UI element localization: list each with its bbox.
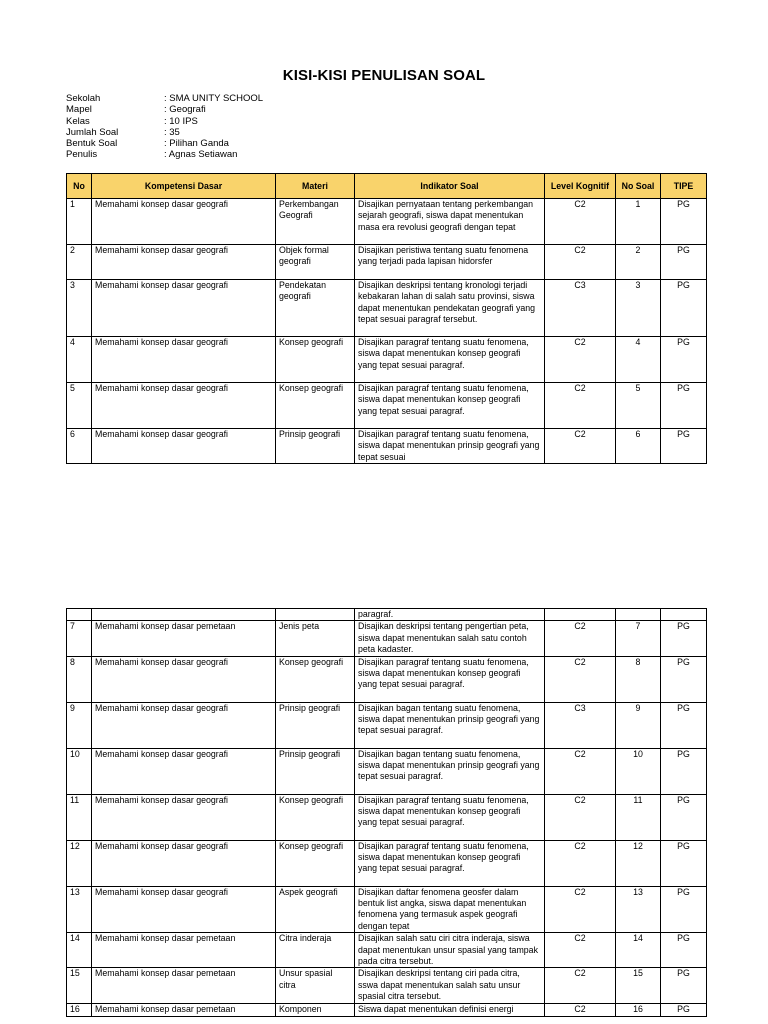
no-soal-cell: 12 xyxy=(616,840,661,886)
kompetensi-dasar-cell: Memahami konsep dasar pemetaan xyxy=(92,933,276,968)
level-kognitif-cell: C2 xyxy=(545,621,616,656)
table-row xyxy=(67,968,707,1003)
indikator-soal-cell: Disajikan paragraf tentang suatu fenomena, siswa dapat menentukan konsep geografi yang tepat sesuai paragraf. xyxy=(355,383,545,429)
meta-row-penulis xyxy=(66,149,263,160)
no-soal-cell xyxy=(616,609,661,621)
tipe-cell: PG xyxy=(661,794,707,840)
indikator-soal-cell: Disajikan paragraf tentang suatu fenomena, siswa dapat menentukan konsep geografi yang tepat sesuai paragraf. xyxy=(355,337,545,383)
indikator-soal-cell: Disajikan bagan tentang suatu fenomena, siswa dapat menentukan prinsip geografi yang tepat sesuai paragraf. xyxy=(355,748,545,794)
row-number: 1 xyxy=(67,199,92,245)
materi-cell: Konsep geografi xyxy=(276,656,355,702)
no-soal-cell: 15 xyxy=(616,968,661,1003)
kompetensi-dasar-cell: Memahami konsep dasar geografi xyxy=(92,337,276,383)
meta-value: : Agnas Setiawan xyxy=(164,149,238,161)
kompetensi-dasar-cell: Memahami konsep dasar geografi xyxy=(92,886,276,933)
kompetensi-dasar-cell: Memahami konsep dasar pemetaan xyxy=(92,968,276,1003)
level-kognitif-cell: C2 xyxy=(545,840,616,886)
level-kognitif-cell: C3 xyxy=(545,702,616,748)
no-soal-cell: 8 xyxy=(616,656,661,702)
materi-cell: Konsep geografi xyxy=(276,383,355,429)
level-kognitif-cell: C2 xyxy=(545,794,616,840)
indikator-soal-cell: Disajikan salah satu ciri citra inderaja, siswa dapat menentukan unsur spasial yang tampak pada citra tersebut. xyxy=(355,933,545,968)
no-soal-cell: 2 xyxy=(616,245,661,280)
materi-cell: Jenis peta xyxy=(276,621,355,656)
tipe-cell: PG xyxy=(661,199,707,245)
tipe-cell: PG xyxy=(661,968,707,1003)
meta-label: Penulis xyxy=(66,149,98,161)
kompetensi-dasar-cell: Memahami konsep dasar geografi xyxy=(92,748,276,794)
meta-label: Mapel xyxy=(66,104,92,116)
table-row xyxy=(67,337,707,383)
meta-row-mapel xyxy=(66,104,263,115)
meta-value: : Pilihan Ganda xyxy=(164,138,229,150)
materi-cell: Konsep geografi xyxy=(276,337,355,383)
level-kognitif-cell: C2 xyxy=(545,968,616,1003)
table-row xyxy=(67,383,707,429)
header-level-kognitif: Level Kognitif xyxy=(545,174,616,199)
no-soal-cell: 16 xyxy=(616,1003,661,1016)
row-number xyxy=(67,609,92,621)
meta-row-kelas xyxy=(66,116,263,127)
materi-cell: Prinsip geografi xyxy=(276,429,355,464)
row-number: 4 xyxy=(67,337,92,383)
meta-label: Kelas xyxy=(66,115,90,127)
no-soal-cell: 10 xyxy=(616,748,661,794)
kompetensi-dasar-cell: Memahami konsep dasar pemetaan xyxy=(92,621,276,656)
materi-cell: Prinsip geografi xyxy=(276,702,355,748)
kompetensi-dasar-cell: Memahami konsep dasar geografi xyxy=(92,429,276,464)
no-soal-cell: 3 xyxy=(616,280,661,337)
tipe-cell: PG xyxy=(661,702,707,748)
table-row xyxy=(67,609,707,621)
no-soal-cell: 1 xyxy=(616,199,661,245)
table-row xyxy=(67,656,707,702)
row-number: 7 xyxy=(67,621,92,656)
no-soal-cell: 7 xyxy=(616,621,661,656)
level-kognitif-cell: C2 xyxy=(545,933,616,968)
level-kognitif-cell: C2 xyxy=(545,748,616,794)
materi-cell xyxy=(276,609,355,621)
table-row xyxy=(67,1003,707,1016)
level-kognitif-cell: C3 xyxy=(545,280,616,337)
indikator-soal-cell: Disajikan paragraf tentang suatu fenomena, siswa dapat menentukan konsep geografi yang tepat sesuai paragraf. xyxy=(355,794,545,840)
header-materi: Materi xyxy=(276,174,355,199)
tipe-cell: PG xyxy=(661,337,707,383)
header-kompetensi-dasar: Kompetensi Dasar xyxy=(92,174,276,199)
table-row xyxy=(67,621,707,656)
level-kognitif-cell: C2 xyxy=(545,245,616,280)
kompetensi-dasar-cell: Memahami konsep dasar pemetaan xyxy=(92,1003,276,1016)
row-number: 16 xyxy=(67,1003,92,1016)
indikator-soal-cell: Disajikan daftar fenomena geosfer dalam bentuk list angka, siswa dapat menentukan fenomena yang termasuk aspek geografi dengan tepat xyxy=(355,886,545,933)
no-soal-cell: 4 xyxy=(616,337,661,383)
document-meta xyxy=(66,93,263,161)
materi-cell: Perkembangan Geografi xyxy=(276,199,355,245)
kompetensi-dasar-cell: Memahami konsep dasar geografi xyxy=(92,702,276,748)
indikator-soal-cell: Disajikan peristiwa tentang suatu fenomena yang terjadi pada lapisan hidorsfer xyxy=(355,245,545,280)
table-row xyxy=(67,199,707,245)
row-number: 9 xyxy=(67,702,92,748)
table-row xyxy=(67,245,707,280)
kompetensi-dasar-cell: Memahami konsep dasar geografi xyxy=(92,199,276,245)
level-kognitif-cell: C2 xyxy=(545,886,616,933)
meta-value: : 35 xyxy=(164,126,180,138)
no-soal-cell: 6 xyxy=(616,429,661,464)
meta-label: Bentuk Soal xyxy=(66,138,118,150)
tipe-cell: PG xyxy=(661,429,707,464)
tipe-cell: PG xyxy=(661,840,707,886)
meta-label: Sekolah xyxy=(66,93,101,104)
meta-label: Jumlah Soal xyxy=(66,126,119,138)
indikator-soal-cell: Disajikan deskripsi tentang pengertian peta, siswa dapat menentukan salah satu contoh peta kadaster. xyxy=(355,621,545,656)
materi-cell: Konsep geografi xyxy=(276,840,355,886)
table-header-row xyxy=(67,174,707,199)
table-row xyxy=(67,886,707,933)
kisi-kisi-table-page-1 xyxy=(66,173,707,464)
level-kognitif-cell: C2 xyxy=(545,429,616,464)
tipe-cell: PG xyxy=(661,748,707,794)
table-row xyxy=(67,280,707,337)
level-kognitif-cell: C2 xyxy=(545,337,616,383)
indikator-soal-cell: Disajikan pernyataan tentang perkembangan sejarah geografi, siswa dapat menentukan masa era revolusi geografi dengan tepat xyxy=(355,199,545,245)
indikator-soal-cell: Siswa dapat menentukan definisi energi xyxy=(355,1003,545,1016)
meta-value: : Geografi xyxy=(164,104,206,116)
row-number: 2 xyxy=(67,245,92,280)
table-row xyxy=(67,933,707,968)
materi-cell: Citra inderaja xyxy=(276,933,355,968)
indikator-soal-cell: Disajikan deskripsi tentang ciri pada citra, sswa dapat menentukan salah satu unsur spasial citra tersebut. xyxy=(355,968,545,1003)
tipe-cell: PG xyxy=(661,656,707,702)
indikator-soal-cell: Disajikan deskripsi tentang kronologi terjadi kebakaran lahan di salah satu provinsi, siswa dapat menentukan pendekatan geografi yang tepat sesuai paragraf tersebut. xyxy=(355,280,545,337)
level-kognitif-cell xyxy=(545,609,616,621)
no-soal-cell: 9 xyxy=(616,702,661,748)
table-row xyxy=(67,429,707,464)
level-kognitif-cell: C2 xyxy=(545,199,616,245)
meta-value: : SMA UNITY SCHOOL xyxy=(164,93,264,104)
kisi-kisi-table-page-2 xyxy=(66,608,707,1017)
no-soal-cell: 13 xyxy=(616,886,661,933)
indikator-soal-cell: Disajikan bagan tentang suatu fenomena, siswa dapat menentukan prinsip geografi yang tepat sesuai paragraf. xyxy=(355,702,545,748)
tipe-cell: PG xyxy=(661,280,707,337)
header-no-soal: No Soal xyxy=(616,174,661,199)
materi-cell: Pendekatan geografi xyxy=(276,280,355,337)
tipe-cell: PG xyxy=(661,1003,707,1016)
row-number: 6 xyxy=(67,429,92,464)
indikator-soal-cell: paragraf. xyxy=(355,609,545,621)
row-number: 11 xyxy=(67,794,92,840)
meta-row-bentuk-soal xyxy=(66,138,263,149)
row-number: 10 xyxy=(67,748,92,794)
row-number: 5 xyxy=(67,383,92,429)
tipe-cell: PG xyxy=(661,245,707,280)
row-number: 3 xyxy=(67,280,92,337)
indikator-soal-cell: Disajikan paragraf tentang suatu fenomena, siswa dapat menentukan prinsip geografi yang tepat sesuai xyxy=(355,429,545,464)
kompetensi-dasar-cell: Memahami konsep dasar geografi xyxy=(92,383,276,429)
level-kognitif-cell: C2 xyxy=(545,1003,616,1016)
tipe-cell: PG xyxy=(661,621,707,656)
kompetensi-dasar-cell: Memahami konsep dasar geografi xyxy=(92,794,276,840)
indikator-soal-cell: Disajikan paragraf tentang suatu fenomena, siswa dapat menentukan konsep geografi yang tepat sesuai paragraf. xyxy=(355,656,545,702)
meta-value: : 10 IPS xyxy=(164,115,198,127)
no-soal-cell: 14 xyxy=(616,933,661,968)
table-body xyxy=(67,609,707,1017)
tipe-cell: PG xyxy=(661,383,707,429)
table-body xyxy=(67,199,707,464)
kompetensi-dasar-cell: Memahami konsep dasar geografi xyxy=(92,656,276,702)
kompetensi-dasar-cell xyxy=(92,609,276,621)
no-soal-cell: 11 xyxy=(616,794,661,840)
tipe-cell: PG xyxy=(661,886,707,933)
header-tipe: TIPE xyxy=(661,174,707,199)
row-number: 15 xyxy=(67,968,92,1003)
materi-cell: Komponen xyxy=(276,1003,355,1016)
table-row xyxy=(67,702,707,748)
table-row xyxy=(67,748,707,794)
header-indikator-soal: Indikator Soal xyxy=(355,174,545,199)
row-number: 8 xyxy=(67,656,92,702)
table-row xyxy=(67,794,707,840)
meta-row-sekolah xyxy=(66,93,263,104)
materi-cell: Objek formal geografi xyxy=(276,245,355,280)
tipe-cell: PG xyxy=(661,933,707,968)
row-number: 14 xyxy=(67,933,92,968)
kompetensi-dasar-cell: Memahami konsep dasar geografi xyxy=(92,245,276,280)
level-kognitif-cell: C2 xyxy=(545,383,616,429)
kompetensi-dasar-cell: Memahami konsep dasar geografi xyxy=(92,280,276,337)
materi-cell: Unsur spasial citra xyxy=(276,968,355,1003)
tipe-cell xyxy=(661,609,707,621)
meta-row-jumlah-soal xyxy=(66,127,263,138)
materi-cell: Aspek geografi xyxy=(276,886,355,933)
document-title: KISI-KISI PENULISAN SOAL xyxy=(282,67,486,84)
header-no: No xyxy=(67,174,92,199)
kompetensi-dasar-cell: Memahami konsep dasar geografi xyxy=(92,840,276,886)
materi-cell: Prinsip geografi xyxy=(276,748,355,794)
materi-cell: Konsep geografi xyxy=(276,794,355,840)
row-number: 12 xyxy=(67,840,92,886)
indikator-soal-cell: Disajikan paragraf tentang suatu fenomena, siswa dapat menentukan konsep geografi yang tepat sesuai paragraf. xyxy=(355,840,545,886)
no-soal-cell: 5 xyxy=(616,383,661,429)
row-number: 13 xyxy=(67,886,92,933)
table-row xyxy=(67,840,707,886)
level-kognitif-cell: C2 xyxy=(545,656,616,702)
